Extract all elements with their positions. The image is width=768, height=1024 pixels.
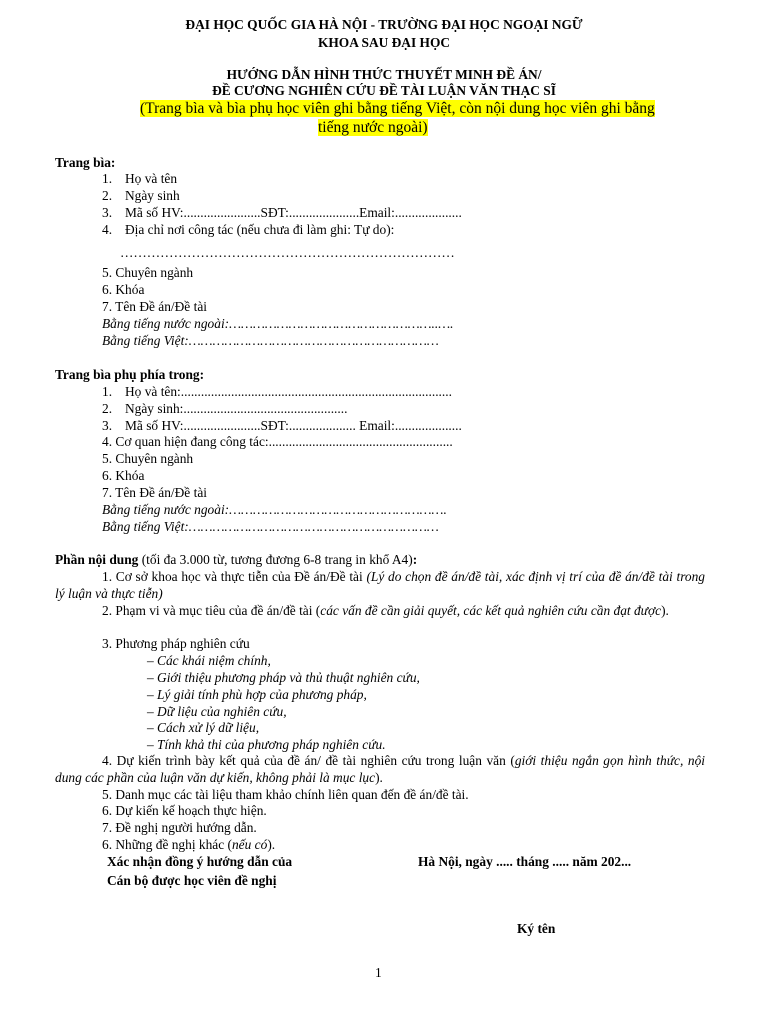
inner-cover-heading: Trang bìa phụ phía trong: — [55, 367, 205, 382]
content-item-6: 6. Dự kiến kế hoạch thực hiện. — [102, 803, 267, 818]
inner-cover-topic-vietnamese: Bằng tiếng Việt:……………………………………………………… — [102, 519, 439, 534]
method-list-item: – Lý giải tính phù hợp của phương pháp, — [147, 687, 367, 702]
cover-major: 5. Chuyên ngành — [102, 265, 194, 280]
method-list-item: – Tính khả thi của phương pháp nghiên cứu. — [147, 737, 386, 752]
content-item-5: 5. Danh mục các tài liệu tham khảo chính liên quan đến đề án/đề tài. — [102, 787, 469, 802]
method-list-item: – Dữ liệu của nghiên cứu, — [147, 704, 287, 719]
language-note-line1: (Trang bìa và bìa phụ học viên ghi bằng tiếng Việt, còn nội dung học viên ghi bằng — [140, 100, 655, 117]
cover-topic-vietnamese: Bằng tiếng Việt:……………………………………………………… — [102, 333, 439, 348]
university-header: ĐẠI HỌC QUỐC GIA HÀ NỘI - TRƯỜNG ĐẠI HỌC NGOẠI NGỮ — [185, 17, 583, 32]
method-list-item: – Giới thiệu phương pháp và thủ thuật nghiên cứu, — [147, 670, 420, 685]
signature-label: Ký tên — [517, 921, 556, 936]
content-item-4: 4. Dự kiến trình bày kết quả của đề án/ đề tài nghiên cứu trong luận văn (giới thiệu ngắn gọn hình thức, nội dung các phần của luận văn dự kiến, không phải là mục lục). — [55, 753, 705, 785]
document-title-line2: ĐỀ CƯƠNG NGHIÊN CỨU ĐỀ TÀI LUẬN VĂN THẠC SĨ — [212, 83, 556, 98]
method-list-item: – Các khái niệm chính, — [147, 653, 271, 668]
content-heading: Phần nội dung (tối đa 3.000 từ, tương đương 6-8 trang in khổ A4): — [55, 552, 418, 567]
content-item-8: 6. Những đề nghị khác (nếu có). — [102, 837, 276, 852]
cover-topic-foreign: Bằng tiếng nước ngoài:……………………………………………..…. — [102, 316, 454, 331]
inner-cover-topic-foreign: Bằng tiếng nước ngoài:………………………………………………. — [102, 502, 447, 517]
inner-cover-topic: 7. Tên Đề án/Đề tài — [102, 485, 207, 500]
page-number: 1 — [375, 965, 382, 980]
faculty-header: KHOA SAU ĐẠI HỌC — [317, 35, 451, 50]
date-line: Hà Nội, ngày ..... tháng ..... năm 202... — [418, 854, 632, 869]
language-note-line2: tiếng nước ngoài) — [318, 119, 428, 136]
supervisor-confirmation-line1: Xác nhận đồng ý hướng dẫn của — [107, 854, 293, 869]
inner-cover-workplace: 4. Cơ quan hiện đang công tác:....................................................... — [102, 434, 453, 449]
supervisor-confirmation-line2: Cán bộ được học viên đề nghị — [107, 873, 277, 888]
cover-topic: 7. Tên Đề án/Đề tài — [102, 299, 207, 314]
content-item-1: 1. Cơ sở khoa học và thực tiễn của Đề án/Đề tài (Lý do chọn đề án/đề tài, xác định vị trí của đề án/đề tài trong lý luận và thực tiễn) — [55, 569, 705, 601]
document-page: ĐẠI HỌC QUỐC GIA HÀ NỘI - TRƯỜNG ĐẠI HỌC NGOẠI NGỮ KHOA SAU ĐẠI HỌC HƯỚNG DẪN HÌNH THỨC THUYẾT MINH ĐỀ ÁN/ ĐỀ CƯƠNG NGHIÊN CỨU ĐỀ TÀI LUẬN VĂN THẠC SĨ (Trang bìa và bìa phụ học viên ghi bằng tiếng Việt, còn nội dung học viên ghi bằng tiếng nước ngoài) Trang bìa: 1. Họ và tên 2. Ngày sinh 3. Mã số HV:.......................SĐT:.....................Email:.................... 4. Địa chỉ nơi công tác (nếu chưa đi làm ghi: Tự do): ………………………………………………………………… 5. Chuyên ngành 6. Khóa 7. Tên Đề án/Đề tài Bằng tiếng nước ngoài:……………………………………………..…. Bằng tiếng Việt:……………………………………………………… Trang bìa phụ phía trong: 1. Họ và tên:................................................................................. 2. Ngày sinh:................................................. 3. Mã số HV:.......................SĐT:.................... Email:.................... 4. Cơ quan hiện đang công tác:....................................................... 5. Chuyên ngành 6. Khóa 7. Tên Đề án/Đề tài Bằng tiếng nước ngoài:………………………………………………. Bằng tiếng Việt:……………………………………………………… Phần nội dung (tối đa 3.000 từ, tương đương 6-8 trang in khổ A4): 1. Cơ sở khoa học và thực tiễn của Đề án/Đề tài (Lý do chọn đề án/đề tài, xác định vị trí của đề án/đề tài trong lý luận và thực tiễn) 2. Phạm vi và mục tiêu của đề án/đề tài (các vấn đề cần giải quyết, các kết quả nghiên cứu cần đạt được). 3. Phương pháp nghiên cứu – Các khái niệm chính, – Giới thiệu phương pháp và thủ thuật nghiên cứu, – Lý giải tính phù hợp của phương pháp, – Dữ liệu của nghiên cứu, – Cách xử lý dữ liệu, – Tính khả thi của phương pháp nghiên cứu. 4. Dự kiến trình bày kết quả của đề án/ đề tài nghiên cứu trong luận văn (giới thiệu ngắn gọn hình thức, nội dung các phần của luận văn dự kiến, không phải là mục lục). 5. Danh mục các tài liệu tham khảo chính liên quan đến đề án/đề tài. 6. Dự kiến kế hoạch thực hiện. 7. Đề nghị người hướng dẫn. 6. Những đề nghị khác (nếu có). Xác nhận đồng ý hướng dẫn của Cán bộ được học viên đề nghị Hà Nội, ngày ..... tháng ..... năm 202... Ký tên 1 — [0, 0, 768, 1024]
content-item-3: 3. Phương pháp nghiên cứu — [102, 636, 250, 651]
method-list-item: – Cách xử lý dữ liệu, — [147, 720, 260, 735]
address-dotted-line: ………………………………………………………………… — [120, 245, 455, 260]
cover-heading: Trang bìa: — [55, 155, 116, 170]
content-item-7: 7. Đề nghị người hướng dẫn. — [102, 820, 257, 835]
inner-cover-course: 6. Khóa — [102, 468, 145, 483]
content-item-2: 2. Phạm vi và mục tiêu của đề án/đề tài (các vấn đề cần giải quyết, các kết quả nghiên cứu cần đạt được). — [102, 603, 669, 618]
cover-course: 6. Khóa — [102, 282, 145, 297]
inner-cover-major: 5. Chuyên ngành — [102, 451, 194, 466]
document-title-line1: HƯỚNG DẪN HÌNH THỨC THUYẾT MINH ĐỀ ÁN/ — [226, 67, 542, 82]
